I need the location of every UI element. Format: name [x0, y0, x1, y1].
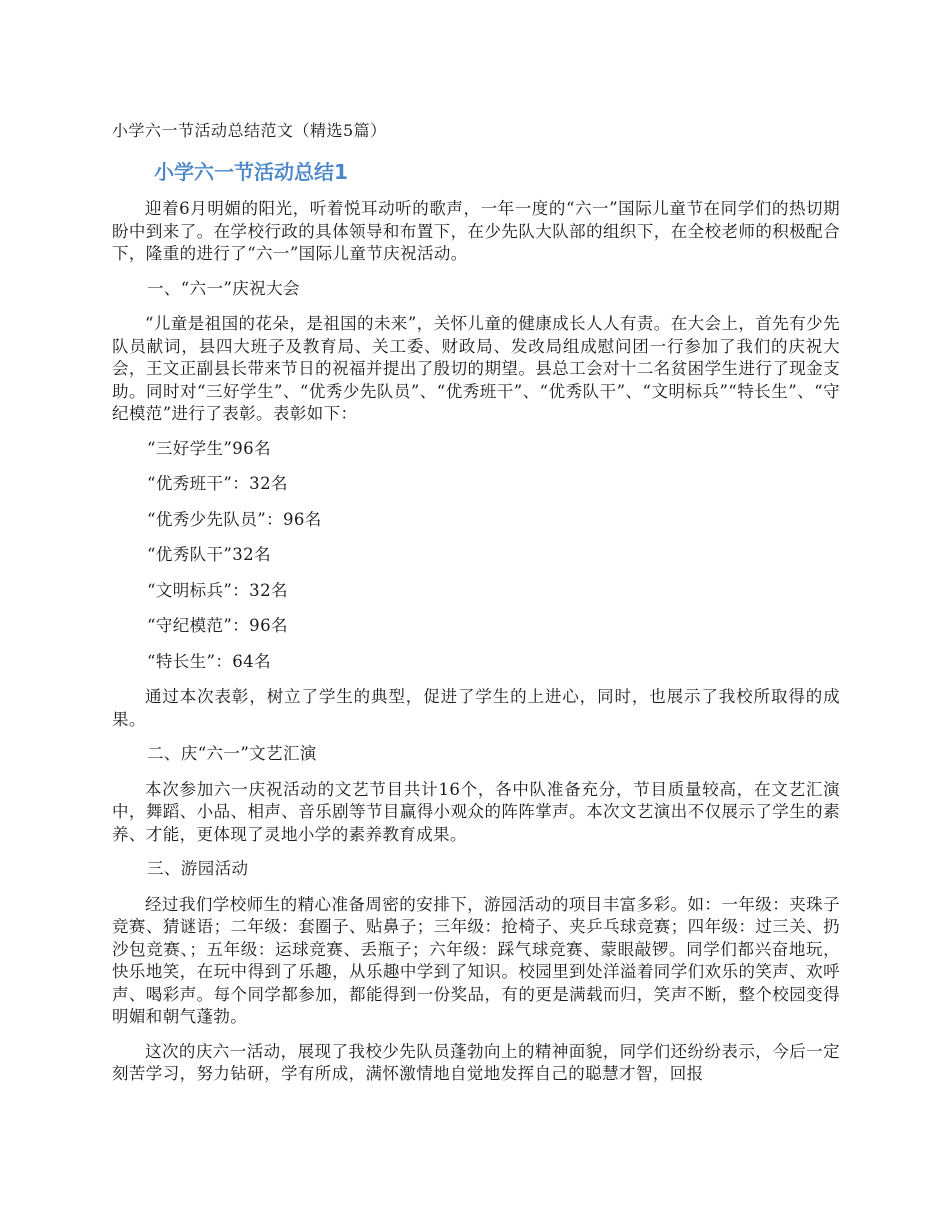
award-line: “守纪模范”：96名: [147, 616, 288, 635]
subheading-celebration-assembly: 一、“六一”庆祝大会: [147, 278, 300, 298]
award-line: “优秀队干”32名: [147, 545, 271, 564]
document-title: 小学六一节活动总结范文（精选5篇）: [112, 121, 387, 140]
award-line: “优秀班干”：32名: [147, 474, 288, 493]
paragraph-awards-summary: 通过本次表彰，树立了学生的典型，促进了学生的上进心，同时，也展示了我校所取得的成果。: [112, 687, 840, 729]
award-line: “特长生”：64名: [147, 651, 271, 671]
award-line: “文明标兵”：32名: [147, 580, 288, 600]
paragraph-intro: 迎着6月明媚的阳光，听着悦耳动听的歌声，一年一度的“六一”国际儿童节在同学们的热切期盼中到来了。在学校行政的具体领导和布置下，在少先队大队部的组织下，在全校老师的积极配合下，隆重的进行了“六一”国际儿童节庆祝活动。: [112, 199, 840, 263]
section-heading: 小学六一节活动总结1: [154, 160, 348, 184]
paragraph-garden-activities: 经过我们学校师生的精心准备周密的安排下，游园活动的项目丰富多彩。如：一年级：夹珠子竞赛、猜谜语；二年级：套圈子、贴鼻子；三年级：抢椅子、夹乒乓球竞赛；四年级：过三关、扔沙包竞赛、；五年级：运球竞赛、丢瓶子；六年级：踩气球竞赛、蒙眼敲锣。同学们都兴奋地玩，快乐地笑，在玩中得到了乐趣，从乐趣中学到了知识。校园里到处洋溢着同学们欢乐的笑声、欢呼声、喝彩声。每个同学都参加，都能得到一份奖品，有的更是满载而归，笑声不断，整个校园变得明媚和朝气蓬勃。: [112, 894, 840, 1026]
subheading-garden-activities: 三、游园活动: [147, 859, 249, 878]
paragraph-assembly: “儿童是祖国的花朵，是祖国的未来”，关怀儿童的健康成长人人有责。在大会上，首先有少先队员献词，县四大班子及教育局、关工委、财政局、发改局组成慰问团一行参加了我们的庆祝大会，王文正副县长带来节日的祝福并提出了殷切的期望。县总工会对十二名贫困学生进行了现金支助。同时对“三好学生”、“优秀少先队员”、“优秀班干”、“优秀队干”、“文明标兵”“特长生”、“守纪模范”进行了表彰。表彰如下：: [112, 314, 840, 423]
document-page: [112, 118, 840, 1098]
award-line: “三好学生”96名: [147, 438, 271, 458]
paragraph-art-performance: 本次参加六一庆祝活动的文艺节目共计16个，各中队准备充分，节目质量较高，在文艺汇演中，舞蹈、小品、相声、音乐剧等节目赢得小观众的阵阵掌声。本次文艺演出不仅展示了学生的素养、才能，更体现了灵地小学的素养教育成果。: [112, 779, 840, 844]
paragraph-conclusion: 这次的庆六一活动，展现了我校少先队员蓬勃向上的精神面貌，同学们还纷纷表示，今后一定刻苦学习，努力钻研，学有所成，满怀激情地自觉地发挥自己的聪慧才智，回报: [112, 1041, 840, 1083]
award-line: “优秀少先队员”：96名: [147, 509, 322, 529]
subheading-art-performance: 二、庆“六一”文艺汇演: [147, 744, 317, 763]
